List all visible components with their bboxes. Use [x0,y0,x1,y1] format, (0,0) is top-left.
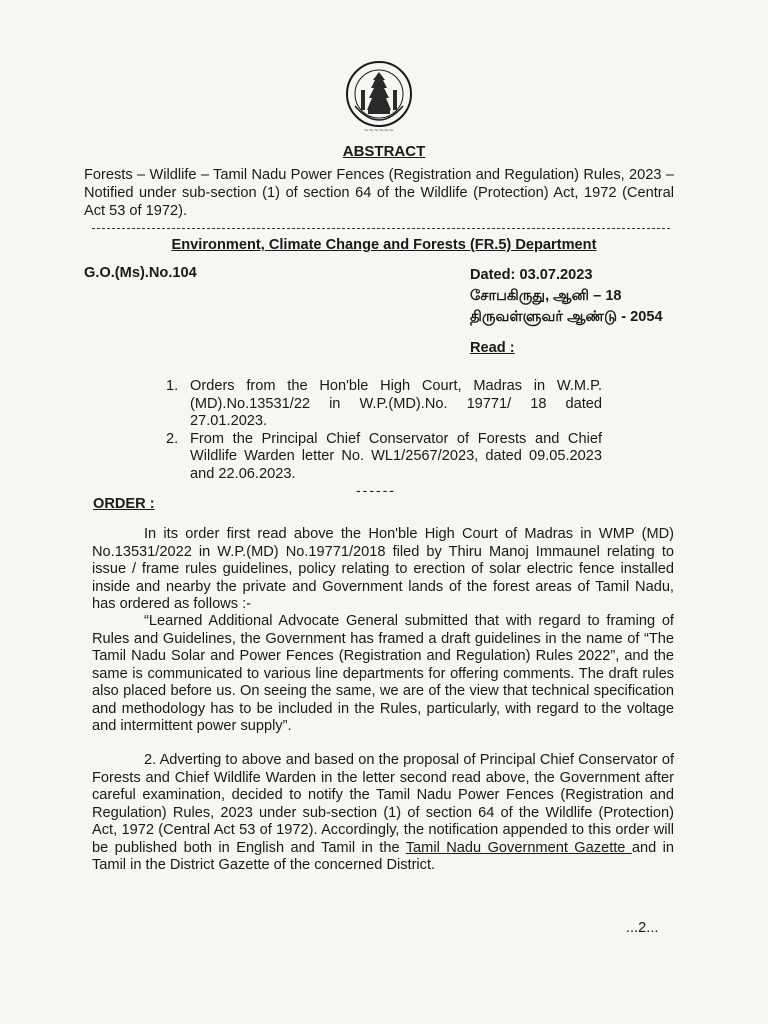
abstract-heading: ABSTRACT [342,143,426,160]
quoted-court-order [92,613,674,736]
order-label: ORDER : [93,496,155,512]
paragraph-text: and in Tamil in the District Gazette of the concerned District. [92,839,675,873]
separator-rule [92,228,670,229]
dated-block [470,265,663,328]
dated-line: Dated: 03.07.2023 [470,267,593,283]
paragraph-text: 2. Adverting to above and based on the proposal of Principal Chief Conservator of Forests and Chief Wildlife Warden in the letter second read above, the Government after careful examination, decided to notify the Tamil Nadu Power Fences (Registration and Regulation) Rules, 2023 under sub-section (1) of section 64 of the Wildlife (Protection) Act, 1972 (Central Act 53 of 1972). Accordingly, the notification appended to this order will be published both in English and Tamil in the [92,752,674,856]
read-label: Read : [470,340,515,356]
tamil-date-line: சோபகிருது, ஆனி – 18 [470,288,622,304]
order-paragraph-2 [92,752,674,875]
reference-number: 1. [166,378,179,394]
gazette-name: Tamil Nadu Government Gazette [405,839,632,856]
paragraph-text: In its order first read above the Hon'ble High Court of Madras in WMP (MD) No.13531/2022 in W.P.(MD) No.19771/2018 filed by Thiru Manoj Immaunel relating to issue / frame rules guidelines, policy relating to erection of solar electric fence installed inside and nearby the private and Government lands of the forest areas of Tamil Nadu, has ordered as follows :- [92,526,674,612]
reference-text: Orders from the Hon'ble High Court, Madras in W.M.P.(MD).No.13531/22 in W.P.(MD).No. 19771/ 18 dated 27.01.2023. [190,378,602,429]
svg-text:~~~~~~: ~~~~~~ [363,127,395,134]
go-number: G.O.(Ms).No.104 [84,265,197,281]
short-separator: ------ [356,482,396,498]
reference-number: 2. [166,430,179,447]
read-reference-item [166,431,602,484]
tamil-year-line: திருவள்ளுவர் ஆண்டு - 2054 [470,309,663,325]
department-heading: Environment, Climate Change and Forests (FR.5) Department [171,237,597,253]
page-continuation-marker: ...2... [626,920,659,936]
read-references-list [166,378,602,483]
abstract-subject: Forests – Wildlife – Tamil Nadu Power Fences (Registration and Regulation) Rules, 2023 – Notified under sub-section (1) of section 64 of the Wildlife (Protection) Act, 1972 (Central Act 53 of 1972). [84,167,674,219]
paragraph-text: “Learned Additional Advocate General submitted that with regard to framing of Rules and Guidelines, the Government has framed a draft guidelines in the name of “The Tamil Nadu Solar and Power Fences (Registration and Regulation) Rules 2022”, and the same is communicated to various line departments for offering comments. The draft rules also placed before us. On seeing the same, we are of the view that technical specification and methodology has to be included in the Rules, particularly, with regard to the voltage and intermittent power supply”. [92,613,674,734]
read-reference-item [166,378,602,431]
order-paragraph-1 [92,526,674,614]
state-emblem-icon [345,60,413,136]
reference-text: From the Principal Chief Conservator of Forests and Chief Wildlife Warden letter No. WL1/2567/2023, dated 09.05.2023 and 22.06.2023. [190,430,602,482]
